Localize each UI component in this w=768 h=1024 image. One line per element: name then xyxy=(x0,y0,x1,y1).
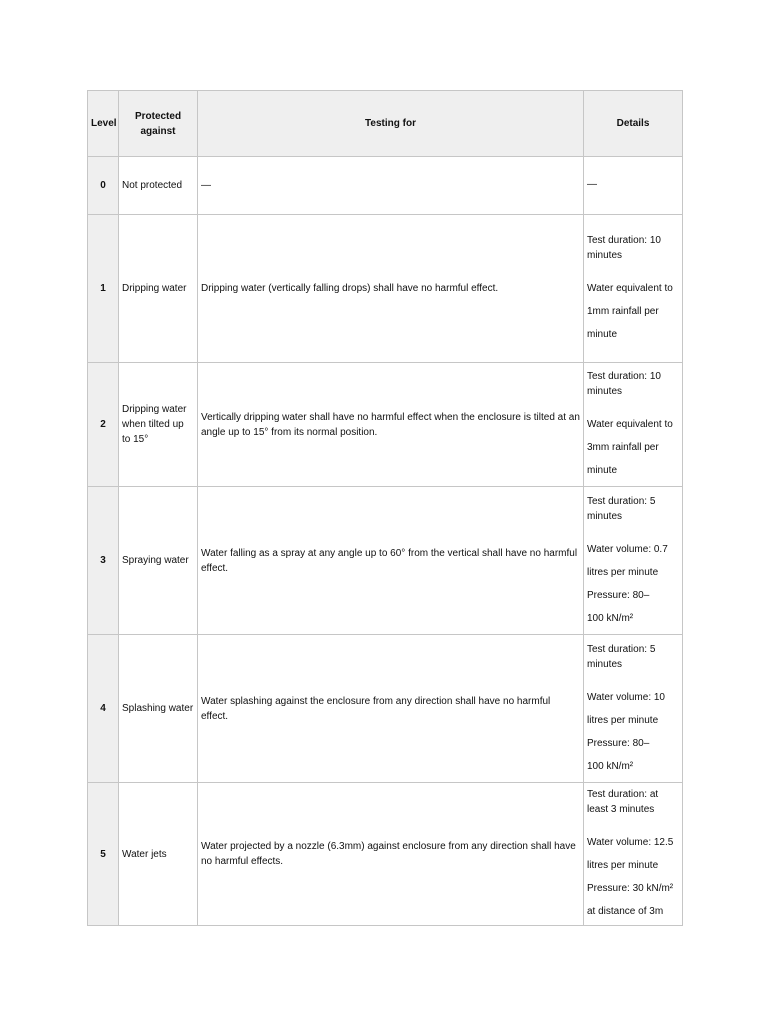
detail-line: Test duration: at least 3 minutes xyxy=(587,789,659,815)
testing-for-cell: Water splashing against the enclosure from any direction shall have no harmful effect. xyxy=(198,635,584,783)
details-cell xyxy=(584,363,683,487)
detail-line: — xyxy=(587,179,597,190)
detail-line: Test duration: 10 minutes xyxy=(587,235,661,261)
header-details: Details xyxy=(584,91,683,157)
protected-against-cell: Not protected xyxy=(119,157,198,215)
detail-line: Water volume: 12.5 xyxy=(587,837,674,848)
detail-line: litres per minute xyxy=(587,566,659,578)
detail-line: 3mm rainfall per xyxy=(587,442,659,453)
level-cell: 2 xyxy=(88,363,119,487)
details-cell xyxy=(584,635,683,783)
table-row xyxy=(88,783,683,926)
protected-against-cell: Spraying water xyxy=(119,487,198,635)
detail-line: Test duration: 10 minutes xyxy=(587,371,661,397)
level-cell: 1 xyxy=(88,215,119,363)
detail-line: Test duration: 5 minutes xyxy=(587,495,656,522)
detail-line: at distance of 3m xyxy=(587,906,664,917)
detail-line: Pressure: 80– xyxy=(587,737,650,749)
level-cell: 3 xyxy=(88,487,119,635)
detail-line: 100 kN/m² xyxy=(587,760,634,772)
detail-line: 100 kN/m² xyxy=(587,612,634,624)
detail-line: Water equivalent to xyxy=(587,419,673,430)
details-cell xyxy=(584,157,683,215)
table-header-row xyxy=(88,91,683,157)
table-row xyxy=(88,363,683,487)
detail-line: Test duration: 5 minutes xyxy=(587,643,656,670)
level-cell: 0 xyxy=(88,157,119,215)
detail-line: minute xyxy=(587,465,618,476)
level-cell: 5 xyxy=(88,783,119,926)
testing-for-cell: Water falling as a spray at any angle up to 60° from the vertical shall have no harmful effect. xyxy=(198,487,584,635)
level-cell: 4 xyxy=(88,635,119,783)
details-cell xyxy=(584,783,683,926)
detail-line: minute xyxy=(587,329,618,340)
testing-for-cell: Vertically dripping water shall have no harmful effect when the enclosure is tilted at an angle up to 15° from its normal position. xyxy=(198,363,584,487)
detail-line: litres per minute xyxy=(587,860,659,871)
header-testing-for: Testing for xyxy=(198,91,584,157)
table-row xyxy=(88,215,683,363)
table-row xyxy=(88,487,683,635)
table-row xyxy=(88,157,683,215)
header-level: Level xyxy=(88,91,119,157)
detail-line: 1mm rainfall per xyxy=(587,306,659,317)
testing-for-cell: Water projected by a nozzle (6.3mm) against enclosure from any direction shall have no harmful effects. xyxy=(198,783,584,926)
header-protected-against: Protected against xyxy=(119,91,198,157)
testing-for-cell: Dripping water (vertically falling drops) shall have no harmful effect. xyxy=(198,215,584,363)
detail-line: litres per minute xyxy=(587,714,659,726)
testing-for-cell: — xyxy=(198,157,584,215)
detail-line: Water volume: 10 xyxy=(587,691,665,703)
protected-against-cell: Splashing water xyxy=(119,635,198,783)
details-cell xyxy=(584,487,683,635)
protected-against-cell: Water jets xyxy=(119,783,198,926)
detail-line: Water equivalent to xyxy=(587,283,673,294)
protected-against-cell: Dripping water when tilted up to 15° xyxy=(119,363,198,487)
details-cell xyxy=(584,215,683,363)
detail-line: Pressure: 80– xyxy=(587,589,650,601)
table-row xyxy=(88,635,683,783)
detail-line: Water volume: 0.7 xyxy=(587,543,668,555)
protected-against-cell: Dripping water xyxy=(119,215,198,363)
ip-rating-table xyxy=(87,90,683,926)
detail-line: Pressure: 30 kN/m² xyxy=(587,883,674,894)
